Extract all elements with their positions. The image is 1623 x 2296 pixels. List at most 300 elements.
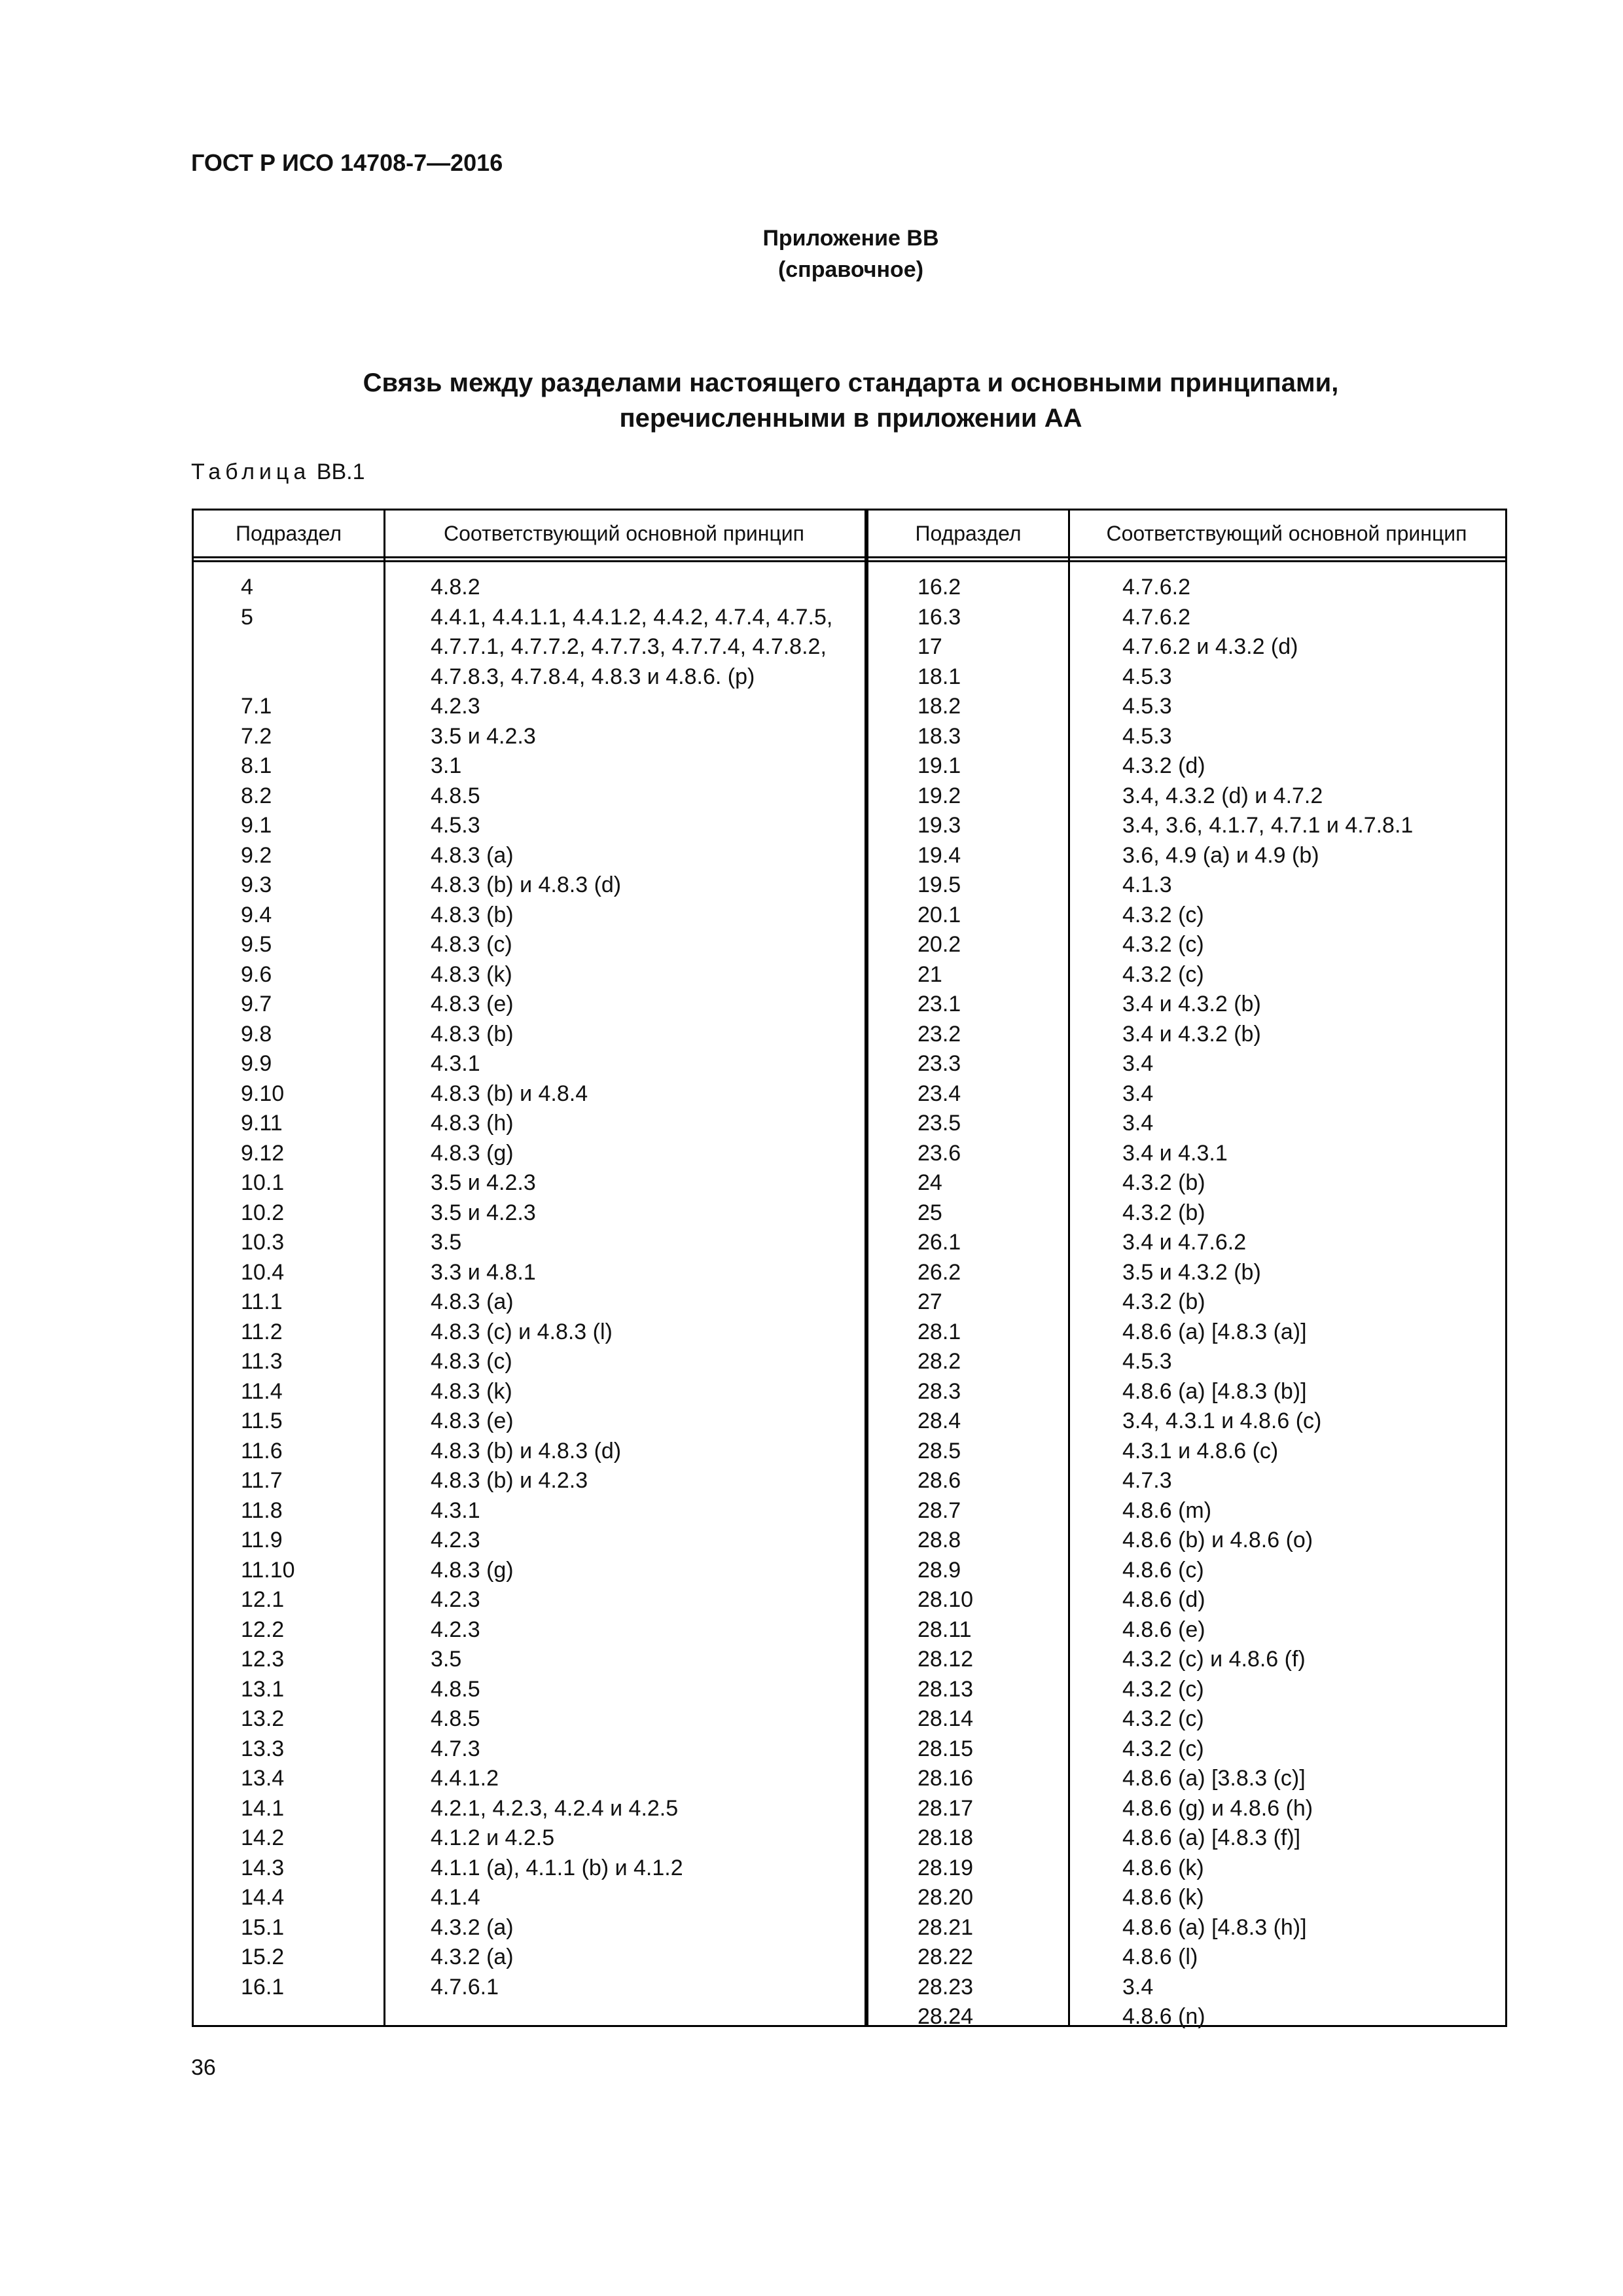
left-row-list bbox=[194, 573, 855, 2002]
table-row bbox=[194, 930, 855, 960]
subsection-cell: 23.4 bbox=[918, 1081, 961, 1106]
table-row bbox=[194, 1020, 855, 1050]
principle-cell: 4.3.2 (c) bbox=[1122, 1676, 1204, 1702]
principle-cell: 4.4.1, 4.4.1.1, 4.4.1.2, 4.4.2, 4.7.4, 4.7.5, 4.7.7.1, 4.7.7.2, 4.7.7.3, 4.7.7.4, 4.7.8.2, 4.7.8.3, 4.7.8.4, 4.8.3 и 4.8.6. (p) bbox=[431, 604, 833, 689]
subsection-cell: 11.1 bbox=[241, 1289, 283, 1314]
principle-cell: 4.3.2 (b) bbox=[1122, 1289, 1205, 1314]
principle-cell: 4.8.5 bbox=[431, 783, 480, 808]
principle-cell: 4.8.3 (c) и 4.8.3 (l) bbox=[431, 1319, 613, 1344]
principle-cell: 3.1 bbox=[431, 753, 462, 778]
subsection-cell: 28.3 bbox=[918, 1378, 961, 1404]
principle-cell: 3.4 и 4.3.2 (b) bbox=[1122, 992, 1261, 1016]
principle-cell: 4.2.3 bbox=[431, 694, 480, 719]
subsection-cell: 10.3 bbox=[241, 1230, 285, 1255]
principle-cell: 4.8.3 (g) bbox=[431, 1140, 514, 1166]
table-row bbox=[194, 960, 855, 990]
principle-cell: 4.8.6 (l) bbox=[1122, 1945, 1198, 1969]
subsection-cell: 23.3 bbox=[918, 1051, 961, 1076]
principle-cell: 4.8.3 (g) bbox=[431, 1557, 514, 1583]
subsection-cell: 28.24 bbox=[918, 2004, 974, 2029]
table-row bbox=[194, 1913, 855, 1943]
table-row bbox=[874, 1049, 1509, 1079]
principle-cell: 4.3.2 (a) bbox=[431, 1914, 514, 1940]
table-row bbox=[874, 811, 1509, 841]
subsection-cell: 23.1 bbox=[918, 992, 961, 1016]
table-row bbox=[194, 1704, 855, 1734]
table-row bbox=[194, 870, 855, 901]
principle-cell: 4.1.4 bbox=[431, 1885, 480, 1910]
table-row bbox=[194, 573, 855, 603]
principle-cell: 4.8.6 (k) bbox=[1122, 1885, 1204, 1910]
table-row bbox=[194, 1168, 855, 1198]
table-row bbox=[874, 1645, 1509, 1675]
subsection-cell: 28.8 bbox=[918, 1528, 961, 1552]
principle-cell: 4.3.1 bbox=[431, 1498, 480, 1523]
subsection-cell: 23.5 bbox=[918, 1111, 961, 1136]
principle-cell: 4.7.6.1 bbox=[431, 1974, 499, 2000]
table-row bbox=[194, 1585, 855, 1615]
table-row bbox=[874, 901, 1509, 931]
table-row bbox=[194, 1615, 855, 1645]
table-row bbox=[194, 603, 855, 692]
principle-cell: 4.8.3 (k) bbox=[431, 1378, 512, 1404]
table-row bbox=[194, 1794, 855, 1824]
table-row bbox=[874, 1854, 1509, 1884]
subsection-cell: 15.2 bbox=[241, 1945, 285, 1969]
table-row bbox=[194, 1645, 855, 1675]
annex-title: Приложение ВВ bbox=[762, 226, 939, 251]
subsection-cell: 13.2 bbox=[241, 1706, 285, 1731]
subsection-cell: 16.2 bbox=[918, 575, 961, 600]
principle-cell: 3.4 и 4.3.1 bbox=[1122, 1140, 1228, 1166]
subsection-cell: 14.4 bbox=[241, 1885, 285, 1910]
subsection-cell: 28.10 bbox=[918, 1587, 974, 1612]
subsection-cell: 13.3 bbox=[241, 1736, 285, 1761]
principle-cell: 4.5.3 bbox=[1122, 694, 1172, 719]
principle-cell: 4.3.2 (b) bbox=[1122, 1200, 1205, 1225]
table-row bbox=[874, 1526, 1509, 1556]
subsection-cell: 9.3 bbox=[241, 872, 272, 897]
subsection-cell: 14.1 bbox=[241, 1795, 285, 1821]
subsection-cell: 11.3 bbox=[241, 1349, 283, 1374]
subsection-cell: 28.6 bbox=[918, 1468, 961, 1493]
subsection-cell: 28.4 bbox=[918, 1408, 961, 1433]
principle-cell: 4.8.6 (k) bbox=[1122, 1855, 1204, 1880]
table-label bbox=[191, 459, 365, 485]
principle-cell: 4.1.3 bbox=[1122, 872, 1172, 897]
subsection-cell: 9.2 bbox=[241, 842, 272, 868]
table-row bbox=[874, 1704, 1509, 1734]
correspondence-table bbox=[192, 509, 1507, 2027]
subsection-cell: 11.10 bbox=[241, 1557, 295, 1583]
subsection-cell: 28.23 bbox=[918, 1974, 974, 2000]
principle-cell: 3.4 bbox=[1122, 1111, 1154, 1136]
table-row bbox=[874, 1615, 1509, 1645]
principle-cell: 4.8.3 (a) bbox=[431, 1289, 514, 1314]
subsection-cell: 24 bbox=[918, 1170, 942, 1195]
principle-cell: 4.7.6.2 bbox=[1122, 604, 1190, 630]
subsection-cell: 28.12 bbox=[918, 1647, 974, 1672]
subsection-cell: 9.5 bbox=[241, 932, 272, 957]
table-row bbox=[874, 870, 1509, 901]
table-row bbox=[194, 811, 855, 841]
principle-cell: 4.3.2 (c) bbox=[1122, 1736, 1204, 1761]
table-row bbox=[874, 573, 1509, 603]
header-rule-double bbox=[194, 560, 1505, 562]
table-row bbox=[874, 1437, 1509, 1467]
table-row bbox=[874, 1079, 1509, 1109]
table-label-prefix: Таблица bbox=[191, 459, 311, 484]
principle-cell: 4.2.3 bbox=[431, 1587, 480, 1612]
subsection-cell: 14.3 bbox=[241, 1855, 285, 1880]
principle-cell: 3.5 и 4.2.3 bbox=[431, 1170, 536, 1195]
principle-cell: 4.7.6.2 bbox=[1122, 575, 1190, 600]
principle-cell: 4.8.3 (b) bbox=[431, 902, 514, 927]
subsection-cell: 9.1 bbox=[241, 813, 272, 838]
table-row bbox=[874, 632, 1509, 662]
principle-cell: 3.5 bbox=[431, 1647, 462, 1672]
subsection-cell: 26.2 bbox=[918, 1259, 961, 1285]
table-row bbox=[874, 2002, 1509, 2032]
principle-cell: 4.8.3 (b) и 4.2.3 bbox=[431, 1468, 588, 1493]
subsection-cell: 17 bbox=[918, 634, 942, 659]
right-row-list bbox=[874, 573, 1509, 2032]
table-row bbox=[874, 1466, 1509, 1496]
principle-cell: 4.3.2 (c) bbox=[1122, 1706, 1204, 1731]
subsection-cell: 12.1 bbox=[241, 1587, 285, 1612]
subsection-cell: 12.2 bbox=[241, 1617, 285, 1642]
subsection-cell: 28.13 bbox=[918, 1676, 974, 1702]
table-row bbox=[194, 1943, 855, 1973]
principle-cell: 4.3.2 (a) bbox=[431, 1945, 514, 1969]
principle-cell: 4.1.1 (a), 4.1.1 (b) и 4.1.2 bbox=[431, 1855, 683, 1880]
principle-cell: 4.8.5 bbox=[431, 1706, 480, 1731]
header-subsection-right: Подраздел bbox=[915, 522, 1022, 545]
principle-cell: 4.8.3 (a) bbox=[431, 842, 514, 868]
principle-cell: 4.8.6 (a) [4.8.3 (f)] bbox=[1122, 1825, 1301, 1850]
table-row bbox=[194, 1079, 855, 1109]
annex-kind: (справочное) bbox=[777, 257, 924, 282]
subsection-cell: 27 bbox=[918, 1289, 942, 1314]
subsection-cell: 23.6 bbox=[918, 1140, 961, 1166]
principle-cell: 4.5.3 bbox=[1122, 723, 1172, 749]
header-principle-right: Соответствующий основной принцип bbox=[1106, 522, 1467, 545]
principle-cell: 4.8.5 bbox=[431, 1676, 480, 1702]
principle-cell: 4.8.3 (b) и 4.8.3 (d) bbox=[431, 872, 622, 897]
subsection-cell: 28.9 bbox=[918, 1557, 961, 1583]
subsection-cell: 28.1 bbox=[918, 1319, 961, 1344]
principle-cell: 3.5 bbox=[431, 1230, 462, 1255]
subsection-cell: 9.10 bbox=[241, 1081, 285, 1106]
subsection-cell: 10.1 bbox=[241, 1170, 285, 1195]
principle-cell: 4.1.2 и 4.2.5 bbox=[431, 1825, 555, 1850]
table-row bbox=[874, 1407, 1509, 1437]
table-row bbox=[874, 841, 1509, 871]
subsection-cell: 19.1 bbox=[918, 753, 961, 778]
subsection-cell: 13.4 bbox=[241, 1766, 285, 1791]
principle-cell: 4.8.6 (e) bbox=[1122, 1617, 1205, 1642]
subsection-cell: 28.18 bbox=[918, 1825, 974, 1850]
principle-cell: 3.4 и 4.7.6.2 bbox=[1122, 1230, 1247, 1255]
subsection-cell: 20.2 bbox=[918, 932, 961, 957]
principle-cell: 4.2.1, 4.2.3, 4.2.4 и 4.2.5 bbox=[431, 1795, 679, 1821]
principle-cell: 3.4 и 4.3.2 (b) bbox=[1122, 1021, 1261, 1047]
table-row bbox=[194, 751, 855, 781]
subsection-cell: 11.9 bbox=[241, 1528, 283, 1552]
subsection-cell: 11.6 bbox=[241, 1438, 283, 1463]
principle-cell: 4.7.6.2 и 4.3.2 (d) bbox=[1122, 634, 1298, 659]
table-row bbox=[874, 1377, 1509, 1407]
subsection-cell: 28.16 bbox=[918, 1766, 974, 1791]
table-row bbox=[194, 1883, 855, 1913]
principle-cell: 4.8.3 (h) bbox=[431, 1111, 514, 1136]
subsection-cell: 28.17 bbox=[918, 1795, 974, 1821]
principle-cell: 4.8.3 (b) и 4.8.3 (d) bbox=[431, 1438, 622, 1463]
subsection-cell: 16.1 bbox=[241, 1974, 285, 2000]
subsection-cell: 28.5 bbox=[918, 1438, 961, 1463]
double-column-divider bbox=[865, 511, 868, 2025]
principle-cell: 4.3.2 (c) bbox=[1122, 902, 1204, 927]
principle-cell: 3.4, 4.3.2 (d) и 4.7.2 bbox=[1122, 783, 1323, 808]
subsection-cell: 16.3 bbox=[918, 604, 961, 630]
subsection-cell: 28.7 bbox=[918, 1498, 961, 1523]
table-row bbox=[194, 841, 855, 871]
table-row bbox=[874, 722, 1509, 752]
principle-cell: 4.5.3 bbox=[1122, 664, 1172, 689]
table-row bbox=[874, 1764, 1509, 1794]
principle-cell: 4.8.6 (a) [4.8.3 (b)] bbox=[1122, 1378, 1307, 1404]
table-row bbox=[194, 901, 855, 931]
subsection-cell: 19.5 bbox=[918, 872, 961, 897]
principle-cell: 3.3 и 4.8.1 bbox=[431, 1259, 536, 1285]
table-row bbox=[874, 1556, 1509, 1586]
table-row bbox=[194, 1407, 855, 1437]
table-row bbox=[194, 1466, 855, 1496]
subsection-cell: 26.1 bbox=[918, 1230, 961, 1255]
table-row bbox=[874, 1585, 1509, 1615]
header-principle-left: Соответствующий основной принцип bbox=[444, 522, 804, 545]
subsection-cell: 28.22 bbox=[918, 1945, 974, 1969]
principle-cell: 4.8.6 (n) bbox=[1122, 2004, 1205, 2029]
table-row bbox=[874, 1883, 1509, 1913]
subsection-cell: 11.7 bbox=[241, 1468, 283, 1493]
principle-cell: 3.5 и 4.2.3 bbox=[431, 1200, 536, 1225]
table-row bbox=[194, 1228, 855, 1258]
table-row bbox=[194, 1734, 855, 1765]
subsection-cell: 20.1 bbox=[918, 902, 961, 927]
table-row bbox=[194, 1854, 855, 1884]
principle-cell: 4.8.6 (a) [4.8.3 (h)] bbox=[1122, 1914, 1307, 1940]
principle-cell: 4.8.2 bbox=[431, 575, 480, 600]
subsection-cell: 7.1 bbox=[241, 694, 272, 719]
subsection-cell: 9.11 bbox=[241, 1111, 283, 1136]
principle-cell: 4.3.1 bbox=[431, 1051, 480, 1076]
principle-cell: 4.7.3 bbox=[1122, 1468, 1172, 1493]
table-row bbox=[194, 1556, 855, 1586]
principle-cell: 4.8.3 (k) bbox=[431, 961, 512, 987]
annex-caption-line1: Связь между разделами настоящего стандарта и основными принципами, bbox=[363, 368, 1339, 397]
table-row bbox=[874, 603, 1509, 633]
table-label-number: ВВ.1 bbox=[316, 459, 365, 484]
principle-cell: 4.5.3 bbox=[431, 813, 480, 838]
table-row bbox=[874, 1734, 1509, 1765]
table-row bbox=[874, 751, 1509, 781]
principle-cell: 4.8.6 (d) bbox=[1122, 1587, 1205, 1612]
principle-cell: 3.4 bbox=[1122, 1081, 1154, 1106]
table-row bbox=[874, 1823, 1509, 1854]
subsection-cell: 9.7 bbox=[241, 992, 272, 1016]
subsection-cell: 28.21 bbox=[918, 1914, 974, 1940]
subsection-cell: 28.2 bbox=[918, 1349, 961, 1374]
subsection-cell: 9.12 bbox=[241, 1140, 285, 1166]
subsection-cell: 11.2 bbox=[241, 1319, 283, 1344]
subsection-cell: 28.20 bbox=[918, 1885, 974, 1910]
table-row bbox=[874, 1020, 1509, 1050]
table-row bbox=[194, 1377, 855, 1407]
table-row bbox=[194, 1258, 855, 1288]
table-row bbox=[874, 1347, 1509, 1377]
subsection-cell: 9.4 bbox=[241, 902, 272, 927]
principle-cell: 4.3.1 и 4.8.6 (c) bbox=[1122, 1438, 1279, 1463]
subsection-cell: 8.2 bbox=[241, 783, 272, 808]
table-row bbox=[874, 1168, 1509, 1198]
annex-caption-line2: перечисленными в приложении АА bbox=[619, 404, 1082, 433]
subsection-cell: 28.15 bbox=[918, 1736, 974, 1761]
table-row bbox=[874, 1913, 1509, 1943]
table-row bbox=[874, 1973, 1509, 2003]
subsection-cell: 9.8 bbox=[241, 1021, 272, 1047]
principle-cell: 4.8.6 (g) и 4.8.6 (h) bbox=[1122, 1795, 1313, 1821]
subsection-cell: 19.2 bbox=[918, 783, 961, 808]
table-row bbox=[194, 1675, 855, 1705]
table-row bbox=[194, 1823, 855, 1854]
table-row bbox=[874, 1943, 1509, 1973]
subsection-cell: 9.9 bbox=[241, 1051, 272, 1076]
table-row bbox=[874, 1318, 1509, 1348]
subsection-cell: 10.2 bbox=[241, 1200, 285, 1225]
table-row bbox=[874, 1109, 1509, 1139]
principle-cell: 4.8.6 (c) bbox=[1122, 1557, 1204, 1583]
table-row bbox=[194, 1287, 855, 1318]
subsection-cell: 21 bbox=[918, 961, 942, 987]
standard-code: ГОСТ Р ИСО 14708-7—2016 bbox=[191, 149, 503, 176]
table-row bbox=[874, 1794, 1509, 1824]
principle-cell: 4.8.3 (c) bbox=[431, 932, 512, 957]
table-row bbox=[194, 1318, 855, 1348]
table-row bbox=[874, 1228, 1509, 1258]
subsection-cell: 10.4 bbox=[241, 1259, 285, 1285]
principle-cell: 3.4, 4.3.1 и 4.8.6 (c) bbox=[1122, 1408, 1322, 1433]
principle-cell: 3.4, 3.6, 4.1.7, 4.7.1 и 4.7.8.1 bbox=[1122, 813, 1414, 838]
subsection-cell: 23.2 bbox=[918, 1021, 961, 1047]
principle-cell: 4.5.3 bbox=[1122, 1349, 1172, 1374]
table-row bbox=[874, 1675, 1509, 1705]
table-row bbox=[874, 1258, 1509, 1288]
subsection-cell: 11.4 bbox=[241, 1378, 283, 1404]
table-row bbox=[194, 722, 855, 752]
table-row bbox=[874, 1287, 1509, 1318]
principle-cell: 4.8.3 (c) bbox=[431, 1349, 512, 1374]
principle-cell: 4.8.6 (a) [3.8.3 (c)] bbox=[1122, 1766, 1306, 1791]
table-row bbox=[194, 1049, 855, 1079]
subsection-cell: 11.8 bbox=[241, 1498, 283, 1523]
principle-cell: 4.8.6 (b) и 4.8.6 (o) bbox=[1122, 1528, 1313, 1552]
principle-cell: 4.7.3 bbox=[431, 1736, 480, 1761]
principle-cell: 4.2.3 bbox=[431, 1617, 480, 1642]
table-row bbox=[874, 781, 1509, 812]
table-row bbox=[874, 662, 1509, 692]
principle-cell: 4.3.2 (c) bbox=[1122, 932, 1204, 957]
principle-cell: 4.3.2 (b) bbox=[1122, 1170, 1205, 1195]
table-row bbox=[194, 1973, 855, 2003]
table-row bbox=[194, 1526, 855, 1556]
table-row bbox=[194, 692, 855, 722]
table-row bbox=[874, 1496, 1509, 1526]
principle-cell: 4.8.6 (m) bbox=[1122, 1498, 1212, 1523]
table-row bbox=[194, 1347, 855, 1377]
subsection-cell: 15.1 bbox=[241, 1914, 285, 1940]
principle-cell: 3.4 bbox=[1122, 1974, 1154, 2000]
subsection-cell: 11.5 bbox=[241, 1408, 283, 1433]
table-row bbox=[194, 1764, 855, 1794]
principle-cell: 4.8.6 (a) [4.8.3 (a)] bbox=[1122, 1319, 1307, 1344]
table-row bbox=[194, 1139, 855, 1169]
subsection-cell: 13.1 bbox=[241, 1676, 285, 1702]
principle-cell: 4.8.3 (b) bbox=[431, 1021, 514, 1047]
table-row bbox=[874, 960, 1509, 990]
subsection-cell: 14.2 bbox=[241, 1825, 285, 1850]
subsection-cell: 25 bbox=[918, 1200, 942, 1225]
subsection-cell: 18.1 bbox=[918, 664, 961, 689]
table-row bbox=[194, 990, 855, 1020]
subsection-cell: 28.19 bbox=[918, 1855, 974, 1880]
principle-cell: 3.5 и 4.3.2 (b) bbox=[1122, 1259, 1261, 1285]
table-row bbox=[194, 1198, 855, 1229]
subsection-cell: 18.2 bbox=[918, 694, 961, 719]
principle-cell: 4.3.2 (c) и 4.8.6 (f) bbox=[1122, 1647, 1306, 1672]
subsection-cell: 19.3 bbox=[918, 813, 961, 838]
table-row bbox=[194, 1496, 855, 1526]
subsection-cell: 4 bbox=[241, 575, 253, 600]
subsection-cell: 9.6 bbox=[241, 961, 272, 987]
subsection-cell: 8.1 bbox=[241, 753, 272, 778]
subsection-cell: 7.2 bbox=[241, 723, 272, 749]
subsection-cell: 5 bbox=[241, 604, 253, 630]
principle-cell: 4.8.3 (e) bbox=[431, 1408, 514, 1433]
subsection-cell: 12.3 bbox=[241, 1647, 285, 1672]
table-row bbox=[874, 1139, 1509, 1169]
header-rule bbox=[194, 556, 1505, 558]
table-row bbox=[194, 781, 855, 812]
table-row bbox=[194, 1437, 855, 1467]
principle-cell: 4.2.3 bbox=[431, 1528, 480, 1552]
table-row bbox=[874, 930, 1509, 960]
principle-cell: 3.5 и 4.2.3 bbox=[431, 723, 536, 749]
page-number: 36 bbox=[191, 2055, 216, 2080]
subsection-cell: 28.14 bbox=[918, 1706, 974, 1731]
principle-cell: 4.3.2 (c) bbox=[1122, 961, 1204, 987]
table-row bbox=[874, 692, 1509, 722]
principle-cell: 4.8.3 (e) bbox=[431, 992, 514, 1016]
subsection-cell: 28.11 bbox=[918, 1617, 972, 1642]
header-subsection-left: Подраздел bbox=[235, 522, 342, 545]
subsection-cell: 19.4 bbox=[918, 842, 961, 868]
subsection-cell: 18.3 bbox=[918, 723, 961, 749]
principle-cell: 3.6, 4.9 (a) и 4.9 (b) bbox=[1122, 842, 1319, 868]
table-row bbox=[874, 990, 1509, 1020]
table-row bbox=[874, 1198, 1509, 1229]
principle-cell: 4.8.3 (b) и 4.8.4 bbox=[431, 1081, 588, 1106]
